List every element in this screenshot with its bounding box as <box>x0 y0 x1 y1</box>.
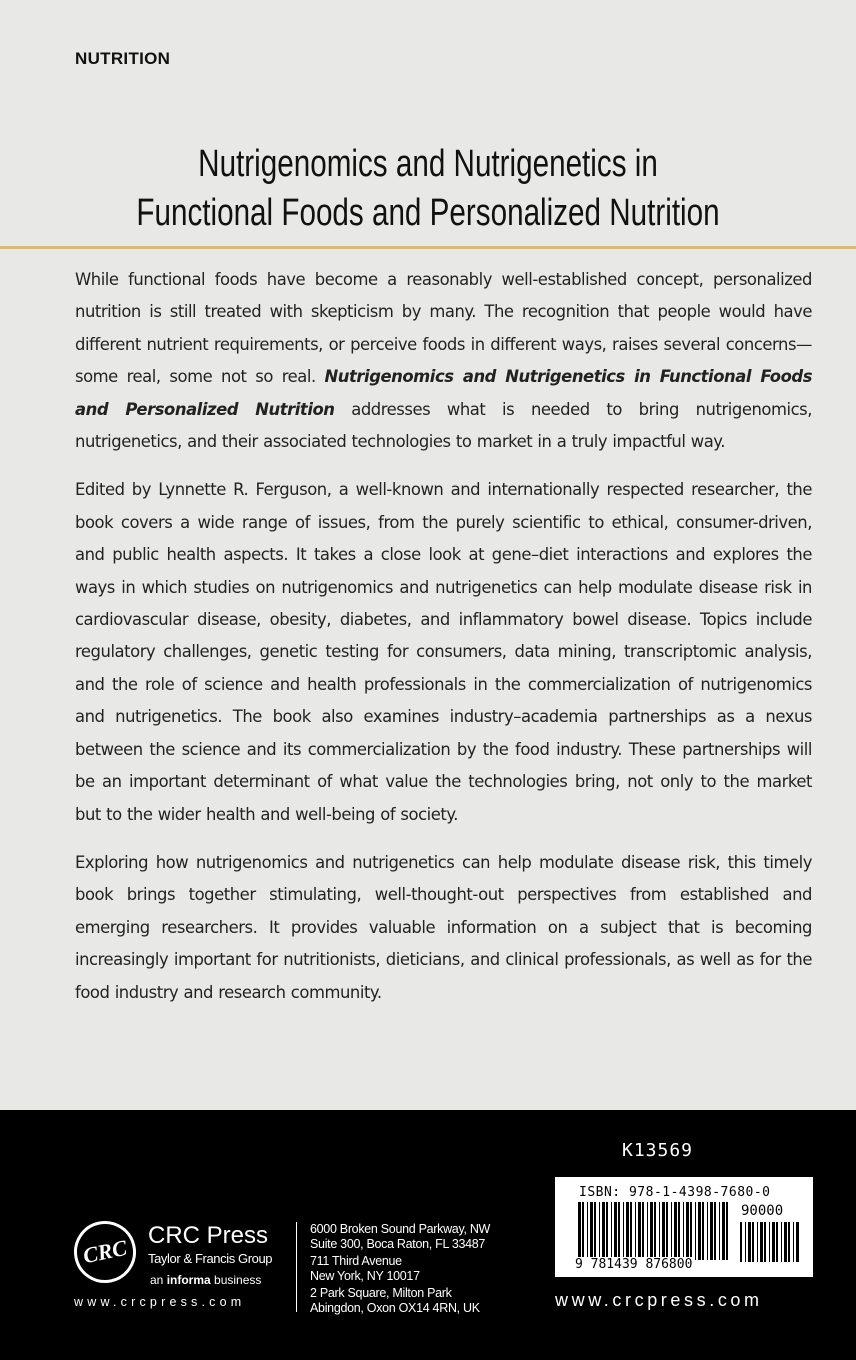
address-line: New York, NY 10017 <box>310 1269 420 1283</box>
informa-pre: an <box>150 1273 167 1287</box>
price-code: 90000 <box>741 1203 784 1219</box>
publisher-addresses <box>310 1222 490 1318</box>
description-paragraph-1 <box>75 264 812 458</box>
address-abingdon <box>310 1286 490 1316</box>
barcode-bars-icon <box>578 1202 728 1260</box>
description <box>75 264 812 1025</box>
informa-bold: informa <box>166 1273 211 1287</box>
title-divider <box>0 246 856 249</box>
p1-text-end: addresses what is needed to bring nutrigenomics, nutrigenetics, and their associated technologies to market in a truly impactful way. <box>75 399 812 452</box>
book-title <box>0 140 856 238</box>
footer-divider <box>296 1222 297 1312</box>
address-line: 2 Park Square, Milton Park <box>310 1286 452 1300</box>
footer <box>0 1110 856 1360</box>
title-line-2: Functional Foods and Personalized Nutrition <box>136 192 720 234</box>
catalog-code: K13569 <box>622 1140 694 1161</box>
isbn-barcode <box>555 1177 813 1277</box>
informa-post: business <box>210 1273 262 1287</box>
description-paragraph-2: Edited by Lynnette R. Ferguson, a well-known and internationally respected researcher, the book covers a wide range of issues, from the purely scientific to ethical, consumer-driven, and public health aspects. It takes a close look at gene–diet interactions and explores the ways in which studies on nutrigenomics and nutrigenetics can help modulate disease risk in cardiovascular disease, obesity, diabetes, and inflammatory bowel disease. Topics include regulatory challenges, genetic testing for consumers, data mining, transcriptomic analysis, and the role of science and health professionals in the commercialization of nutrigenomics and nutrigenetics. The book also examines industry–academia partnerships as a nexus between the science and its commercialization by the food industry. These partnerships will be an important determinant of what value the technologies bring, not only to the market but to the wider health and well-being of society. <box>75 480 812 824</box>
title-line-1: Nutrigenomics and Nutrigenetics in <box>198 143 658 185</box>
isbn-number: ISBN: 978-1-4398-7680-0 <box>579 1185 771 1200</box>
price-barcode-bars-icon <box>740 1222 800 1262</box>
p1-text: While functional foods have become a reasonably well-established concept, personalized nutrition is still treated with skepticism by many. The recognition that people would have different nutrient requirements, or perceive foods in different ways, raises several concerns—some real, some not so real. <box>75 270 812 387</box>
p1-book-title: Nutrigenomics and Nutrigenetics in Functional Foods and Personalized Nutrition <box>75 367 812 419</box>
address-line: Suite 300, Boca Raton, FL 33487 <box>310 1237 486 1251</box>
description-paragraph-3: Exploring how nutrigenomics and nutrigenetics can help modulate disease risk, this timely book brings together stimulating, well-thought-out perspectives from established and emerging researchers. It provides valuable information on a subject that is becoming increasingly important for nutritionists, dieticians, and clinical professionals, as well as for the food industry and research community. <box>75 852 812 1002</box>
ean-number: 9 781439 876800 <box>575 1257 693 1272</box>
address-boca-raton <box>310 1222 490 1252</box>
address-line: 6000 Broken Sound Parkway, NW <box>310 1222 491 1236</box>
address-line: Abingdon, Oxon OX14 4RN, UK <box>310 1301 480 1315</box>
publisher-name: CRC Press <box>148 1222 269 1249</box>
footer-url: www.crcpress.com <box>555 1290 763 1310</box>
crc-logo-icon: CRC <box>68 1215 142 1289</box>
publisher-group: Taylor & Francis Group <box>148 1251 273 1266</box>
informa-tagline <box>150 1273 261 1287</box>
address-new-york <box>310 1254 490 1284</box>
publisher-url: www.crcpress.com <box>74 1295 246 1309</box>
category-label: NUTRITION <box>75 49 171 68</box>
address-line: 711 Third Avenue <box>310 1254 402 1268</box>
